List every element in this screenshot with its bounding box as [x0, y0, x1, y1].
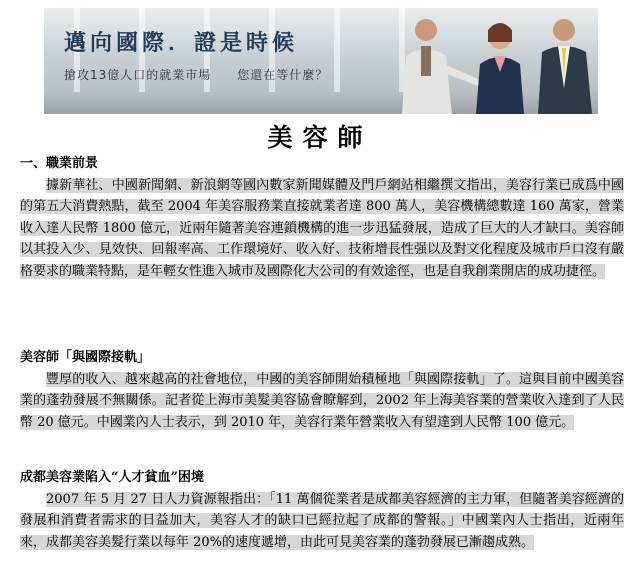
page-title: 美容師	[267, 123, 373, 152]
banner-subline: 搶攻13億人口的就業市場 您還在等什麼？	[64, 68, 329, 82]
business-people-illustration	[388, 8, 598, 114]
highlighted-text: 2007 年 5 月 27 日人力資源報指出：「11 萬個從業者是成都美容經濟的主力軍，但隨著美容經濟的發展和消費者需求的日益加大，美容人才的缺口已經拉起了成都的警報。」中國業內人士指出，近兩年來，成都美容美髮行業以每年 20%的速度遞增，由此可見美容業的蓬勃發展已漸趨成熟。	[20, 491, 624, 550]
section-international	[20, 347, 624, 433]
section-chengdu	[20, 467, 624, 553]
section-paragraph	[20, 369, 624, 434]
section-heading: 成都美容業陷入“人才貧血”困境	[20, 470, 204, 485]
highlighted-text: 豐厚的收入、越來越高的社會地位，中國的美容師開始積極地「與國際接軌」了。這與目前中國美容業的蓬勃發展不無關係。記者從上海市美髮美容協會瞭解到，2002 年上海美容業的營業收入達到了人民幣 20 億元。中國業內人士表示，到 2010 年，美容行業年營業收入有望達到人民幣 100 億元。	[20, 371, 624, 430]
section-paragraph	[20, 489, 624, 554]
highlighted-text: 據新華社、中國新聞網、新浪網等國內數家新聞媒體及門戶網站相繼撰文指出，美容行業已成爲中國的第五大消費熱點，截至 2004 年美容服務業直接就業者達 800 萬人，美容機構總數達 160 萬家，營業收入達人民幣 1800 億元，近兩年隨著美容連鎖機構的進一步迅猛發展，造成了巨大的人才缺口。美容師以其投入少、見效快、回報率高、工作環境好、收入好、技術增長性强以及對文化程度及城市戶口沒有嚴格要求的職業特點，是年輕女性進入城市及國際化大公司的有效途徑，也是自我創業開店的成功捷徑。	[20, 177, 624, 279]
header-banner	[44, 8, 598, 114]
section-career-outlook	[20, 153, 624, 283]
section-paragraph	[20, 175, 624, 283]
section-heading: 美容師「與國際接軌」	[20, 350, 151, 365]
banner-headline: 邁向國際．證是時候	[64, 31, 299, 56]
section-heading: 一、職業前景	[20, 156, 99, 171]
